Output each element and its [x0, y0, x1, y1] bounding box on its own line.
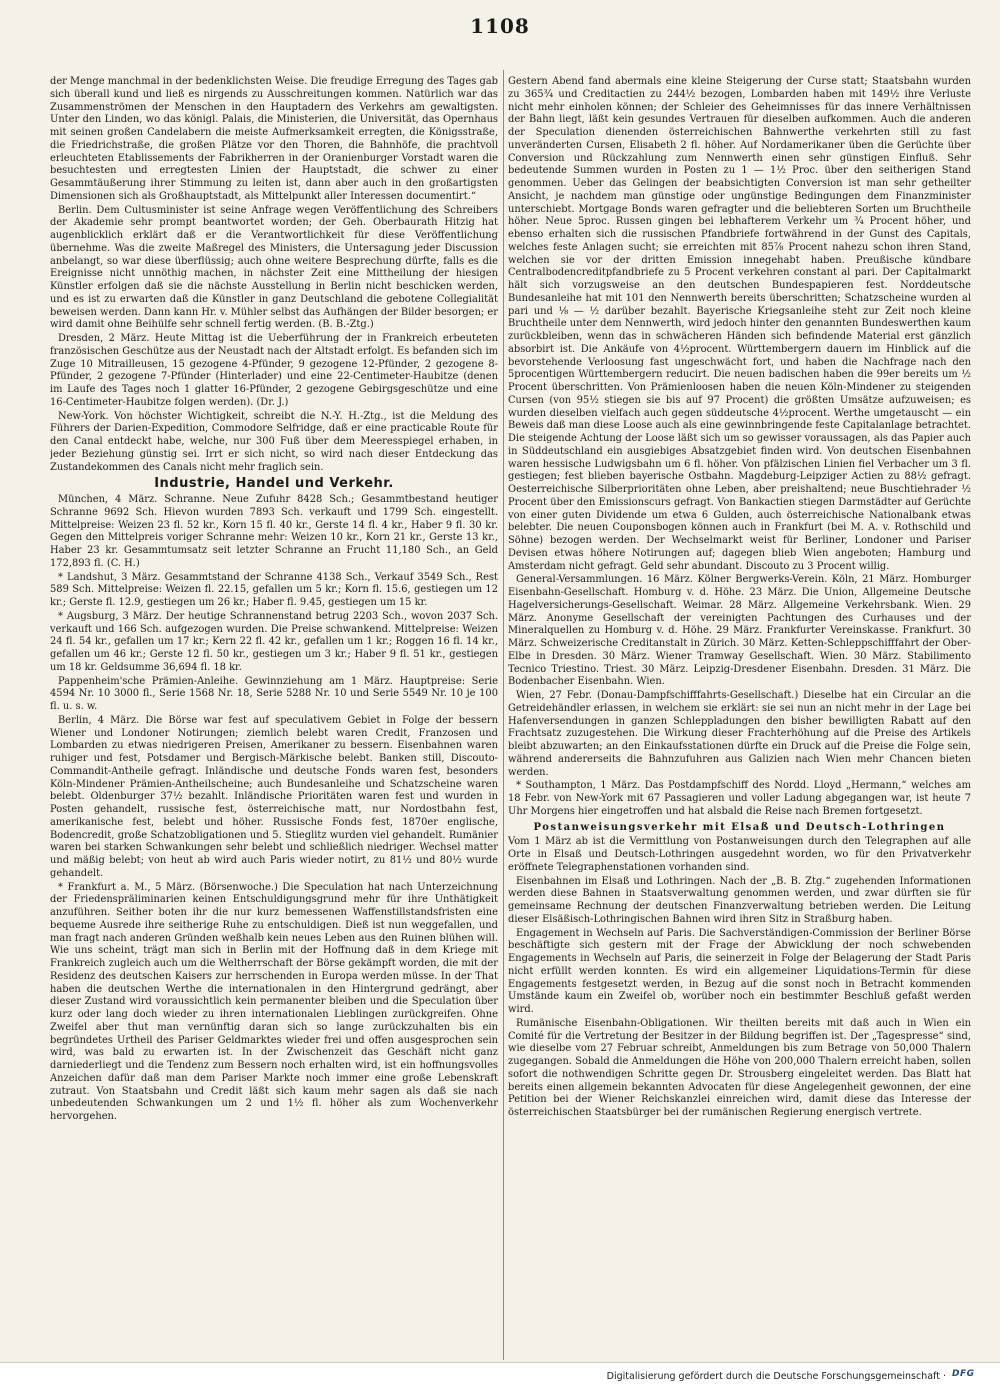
- subsection-heading: Postanweisungsverkehr mit Elsaß und Deutsch-Lothringen: [533, 821, 946, 833]
- article-paragraph: * Frankfurt a. M., 5 März. (Börsenwoche.) Die Speculation hat nach Unterzeichnung der Friedenspräliminarien keinen Entschuldigungsgrund mehr für ihre Unthätigkeit anzuführen. Seither boten ihr die nur kurz bemessenen Waffenstillstandsfristen eine bequeme Ausrede ihre seitherige Ruhe zu entschuldigen. Dieß ist nun weggefallen, und man fragt nach anderen Gründen weßhalb kein neues Leben aus den Ruinen blühen will. Wie uns scheint, trägt man sich in Berlin mit der Hoffnung daß in dem Kriege mit Frankreich zugleich auch um die Weltherrschaft der Börse gekämpft worden, die mit der Residenz des deutschen Kaisers zur herrschenden in Europa werden müsse. In der That haben die deutschen Werthe die internationalen in den Hintergrund gedrängt, aber dieser Zustand wird voraussichtlich kein permanenter bleiben und die Speculation über kurz oder lang doch wieder zu ihren internationalen Lieblingen zurückgreifen. Ohne Zweifel aber thut man vernünftig daran sich so lange zurückzuhalten bis ein begründetes Urtheil des Pariser Geldmarktes wieder frei und offen ausgesprochen sein wird, was bald zu erwarten ist. In der Zwischenzeit das Geschäft nicht ganz darniederliegt und die Tendenz zum Bessern noch erhalten wird, ist ein hoffnungsvolles Anzeichen dafür daß man dem Pariser Markte noch immer eine große Lebenskraft zutraut. Von Staatsbahn und Credit läßt sich kaum mehr sagen als daß sie nach unbedeutenden Schwankungen um 2 und 1½ fl. höher als zum Wochenverkehr hervorgehen.: [50, 881, 498, 1122]
- left-column: [50, 76, 498, 1356]
- article-paragraph: Vom 1 März ab ist die Vermittlung von Postanweisungen durch den Telegraphen auf alle Orte in Elsaß und Deutsch-Lothringen ausgedehnt worden, wo für den Privatverkehr eröffnete Telegraphenstationen vorhanden sind.: [508, 836, 971, 873]
- article-paragraph: Rumänische Eisenbahn-Obligationen. Wir theilten bereits mit daß auch in Wien ein Comité für die Vertretung der Besitzer in der Bildung begriffen ist. Der „Tagespresse“ sind, wie dieselbe vom 27 Februar schreibt, Anmeldungen bis zum Betrage von 50,000 Thalern zugegangen. Sobald die Anmeldungen die Höhe von 200,000 Thalern erreicht haben, sollen sofort die nothwendigen Schritte gegen Dr. Strousberg eingeleitet werden. Das Blatt hat bereits einen allgemein bekannten Advocaten für diese Angelegenheit gewonnen, der eine Petition bei der Wiener Reichskanzlei einreichen wird, damit diese das Interesse der österreichischen Staatsbürger bei der rumänischen Regierung energisch vertrete.: [508, 1017, 971, 1118]
- article-paragraph: General-Versammlungen. 16 März. Kölner Bergwerks-Verein. Köln, 21 März. Homburger Eisenbahn-Gesellschaft. Homburg v. d. Höhe. 23 März. Die Union, Allgemeine Deutsche Hagelversicherungs-Gesellschaft. Weimar. 28 März. Allgemeine Verkehrsbank. Wien. 29 März. Anonyme Gesellschaft der vereinigten Pachtungen des Curhauses und der Mineralquellen zu Homburg v. d. Höhe. 29 März. Frankfurter Vereinskasse. Frankfurt. 30 März. Schweizerische Creditanstalt in Zürich. 30 März. Ketten-Schleppschifffahrt der Ober-Elbe in Dresden. 30 März. Wiener Tramway Gesellschaft. Wien. 30 März. Stabilimento Tecnico Triestino. Triest. 30 März. Leipzig-Dresdener Eisenbahn. Dresden. 31 März. Die Bodenbacher Eisenbahn. Wien.: [508, 574, 971, 688]
- article-paragraph: Pappenheim'sche Prämien-Anleihe. Gewinnziehung am 1 März. Hauptpreise: Serie 4594 Nr. 10 3000 fl., Serie 1568 Nr. 18, Serie 5288 Nr. 10 und Serie 5549 Nr. 10 je 100 fl. u. s. w.: [50, 675, 498, 712]
- article-paragraph: Berlin. Dem Cultusminister ist seine Anfrage wegen Veröffentlichung des Schreibers der Akademie sehr prompt beantwortet worden; der Geh. Oberbaurath Hitzig hat augenblicklich erklärt daß er die Verantwortlichkeit für diese Veröffentlichung übernehme. Was die zweite Maßregel des Ministers, die Untersagung jeder Discussion anbelangt, so war diese überflüssig; auch ohne weitere Besprechung dürfte, falls es die Ereignisse nicht unnöthig machen, in nächster Zeit eine Mittheilung der hiesigen Künstler erfolgen daß sie die nächste Ausstellung in Berlin nicht beschicken werden, und es ist zu erwarten daß die Künstler in ganz Deutschland die gebotene Collegialität beweisen werden. Dann kann Hr. v. Mühler selbst das Aufhängen der Bilder besorgen; er wird damit ohne Beihülfe sehr schnell fertig werden. (B. B.-Ztg.): [50, 204, 498, 331]
- article-paragraph: * Augsburg, 3 März. Der heutige Schrannenstand betrug 2203 Sch., wovon 2037 Sch. verkauft und 166 Sch. aufgezogen wurden. Die Preise schwankend. Mittelpreise: Weizen 24 fl. 54 kr., gefallen um 17 kr.; Kern 22 fl. 42 kr., gefallen um 1 kr.; Roggen 16 fl. 14 kr., gefallen um 46 kr.; Gerste 12 fl. 50 kr., gestiegen um 3 kr.; Haber 9 fl. 51 kr., gestiegen um 18 kr. Geldsumme 36,694 fl. 18 kr.: [50, 610, 498, 673]
- column-divider: [503, 70, 504, 1360]
- article-paragraph: München, 4 März. Schranne. Neue Zufuhr 8428 Sch.; Gesammtbestand heutiger Schranne 9692 Sch. Hievon wurden 7893 Sch. verkauft und 1799 Sch. eingestellt. Mittelpreise: Weizen 23 fl. 52 kr., Korn 15 fl. 40 kr., Gerste 14 fl. 4 kr., Haber 9 fl. 30 kr. Gegen den Mittelpreis voriger Schranne mehr: Weizen 10 kr., Korn 21 kr., Gerste 13 kr., Haber 23 kr. Gesammtumsatz seit letzter Schranne an Frucht 11,180 Sch., an Geld 172,893 fl. (C. H.): [50, 494, 498, 569]
- article-paragraph: Berlin, 4 März. Die Börse war fest auf speculativem Gebiet in Folge der bessern Wiener und Londoner Notirungen; ziemlich belebt waren Credit, Franzosen und Lombarden zu etwas niedrigeren Preisen, Amerikaner zu bessern. Eisenbahnen waren ruhiger und fest, Potsdamer und Bergisch-Märkische belebt. Banken still, Discouto-Commandit-Antheile gefragt. Inländische und deutsche Fonds waren fest, besonders Köln-Mindener Prämien-Antheilscheine; auch Bundesanleihe und Schatzscheine waren belebt. Oldenburger 37½ bezahlt. Inländische Prioritäten waren fest und wurden in Posten gehandelt, russische fest, österreichische matt, nur Nordostbahn fest, amerikanische fest, belebt und höher. Russische Fonds fest, 1870er englische, Bodencredit, große Schatzobligationen und 5. Stieglitz wurden viel gehandelt. Rumänier waren bei starken Schwankungen sehr belebt und schließlich niedriger. Wechsel matter und mäßig belebt; von heut ab wird auch Paris wieder notirt, zu 81½ und 80½ wurde gehandelt.: [50, 714, 498, 879]
- article-paragraph: Gestern Abend fand abermals eine kleine Steigerung der Curse statt; Staatsbahn wurden zu 365¾ und Creditactien zu 244½ bezogen, Lombarden haben mit 149½ ihre Verluste nicht mehr einholen können; der Schleier des Geheimnisses für das innere Verhältnissen der Bahn liegt, läßt kein gesundes Vertrauen für dieselben aufkommen. Auch die anderen der Speculation dienenden österreichischen Bahnwerthe verkehrten still zu fast unveränderten Cursen, Elisabeth 2 fl. höher. Auf Nordamerikaner üben die Gerüchte über Conversion und Rückzahlung zum Nennwerth einen sehr günstigen Einfluß. Sehr bedeutende Summen wurden in Posten zu 1 — 1½ Proc. über den seitherigen Stand genommen. Ueber das Gelingen der beabsichtigten Conversion ist man sehr getheilter Ansicht, je nachdem man günstige oder ungünstige Bedingungen dem Finanzminister unterschiebt. Mortgage Bonds waren gefragter und die beliebteren Sorten um Bruchtheile höher. Neue 5proc. Russen gingen bei lebhafterem Verkehr um ¾ Procent höher, und ebenso erhalten sich die russischen Pfandbriefe fortwährend in der Gunst des Capitals, welches feste Anlagen sucht; sie erreichten mit 85⅞ Procent nahezu schon ihren Stand, welchen sie vor der dritten Emission innegehabt haben. Preußische kündbare Centralbodencreditpfandbriefe zu 5 Procent verkehren constant al pari. Der Capitalmarkt hält sich vorzugsweise an den deutschen Bundespapieren fest. Norddeutsche Bundesanleihe hat mit 101 den Nennwerth bereits überschritten; Schatzscheine wurden al pari und ⅛ — ½ darüber bezahlt. Bayerische Kriegsanleihe steht zur Zeit noch kleine Bruchtheile unter dem Nennwerth, wird jedoch hinter den genannten Bundeswerthen kaum zurückbleiben, wenn das in schwächeren Händen sich befindende Material erst gänzlich absorbirt ist. Die Ankäufe von 4½procent. Württembergern dauern im Hinblick auf die bevorstehende Verloosung fast ungeschwächt fort, und haben die Nachfrage nach den 5procentigen Württembergern reducirt. Die neuen badischen haben die 99er bereits um ½ Procent überschritten. Von Prämienloosen haben die neuen Köln-Mindener zu steigenden Cursen (von 95½ stiegen sie bis auf 97 Procent) die größten Umsätze aufzuweisen; es wurden dieselben vielfach auch gegen süddeutsche 4½procent. Werthe umgetauscht — ein Beweis daß man diese Loose auch als eine gewinnbringende feste Capitalanlage betrachtet. Die steigende Achtung der Loose läßt sich um so gewisser voraussagen, als das Papier auch in Süddeutschland ein ausgiebiges Absatzgebiet finden wird. Von deutschen Eisenbahnen waren hessische Ludwigsbahn um 6 fl. höher. Von pfälzischen Linien fiel Verbacher um 3 fl. gestiegen; fest blieben bayerische Ostbahn. Magdeburg-Leipziger Actien zu 88½ gefragt. Oesterreichische Silberprioritäten ohne Leben, aber preishaltend; neue Buschtiehrader ½ Procent über den Emissionscurs gefragt. Von Bankactien stiegen Darmstädter auf Gerüchte von einer guten Dividende um etwa 6 Gulden, auch österreichische Nationalbank etwas belebter. Die neuen Couponsbogen können auch in Frankfurt (bei M. A. v. Rothschild und Söhne) bezogen werden. Der Wechselmarkt weist für Berliner, Londoner und Pariser Devisen etwas höhere Notirungen auf; dagegen blieb Wien angeboten; Hamburg und Amsterdam nicht gefragt. Geld sehr abundant. Discouto zu 3 Procent willig.: [508, 76, 971, 572]
- article-paragraph: New-York. Von höchster Wichtigkeit, schreibt die N.-Y. H.-Ztg., ist die Meldung des Führers der Darien-Expedition, Commodore Selfridge, daß er eine practicable Route für den Canal entdeckt habe, welche, nur 300 Fuß über dem Meeresspiegel erhaben, in jeder Beziehung günstig sei. Irrt er sich nicht, so wird nach dieser Entdeckung das Zustandekommen des Canals nicht mehr fraglich sein.: [50, 410, 498, 473]
- page-number: 1108: [470, 14, 530, 38]
- article-paragraph: Eisenbahnen im Elsaß und Lothringen. Nach der „B. B. Ztg.“ zugehenden Informationen werden diese Bahnen in Staatsverwaltung genommen werden, und zwar dürften sie für gemeinsame Rechnung der deutschen Finanzverwaltung betrieben werden. Die Leitung dieser Elsäßisch-Lothringischen Bahnen wird ihren Sitz in Straßburg haben.: [508, 875, 971, 925]
- right-column: [508, 76, 971, 1356]
- article-paragraph: * Southampton, 1 März. Das Postdampfschiff des Nordd. Lloyd „Hermann,“ welches am 18 Febr. von New-York mit 67 Passagieren und voller Ladung abgegangen war, ist heute 7 Uhr Morgens hier eingetroffen und hat alsbald die Reise nach Bremen fortgesetzt.: [508, 780, 971, 817]
- footer-bar: [0, 1362, 1000, 1389]
- footer-funding-text: Digitalisierung gefördert durch die Deutsche Forschungsgemeinschaft ·: [606, 1371, 946, 1382]
- section-heading: Industrie, Handel und Verkehr.: [154, 476, 394, 492]
- article-paragraph: Engagement in Wechseln auf Paris. Die Sachverständigen-Commission der Berliner Börse beschäftigte sich gestern mit der Frage der Abwicklung der noch schwebenden Engagements in Wechseln auf Paris, die seinerzeit in Folge der Belagerung der Stadt Paris nicht erfüllt werden konnten. Es wird ein allgemeiner Liquidations-Termin für diese Engagements festgesetzt werden, in Bezug auf die sonst noch in Betracht kommenden Umstände kaum ein Zweifel ob, worüber noch ein bestimmter Beschluß gefaßt werden wird.: [508, 927, 971, 1015]
- article-paragraph: * Landshut, 3 März. Gesammtstand der Schranne 4138 Sch., Verkauf 3549 Sch., Rest 589 Sch. Mittelpreise: Weizen fl. 22.15, gefallen um 5 kr.; Korn fl. 15.6, gestiegen um 12 kr.; Gerste fl. 12.9, gestiegen um 26 kr.; Haber fl. 9.45, gestiegen um 15 kr.: [50, 571, 498, 608]
- article-paragraph: Wien, 27 Febr. (Donau-Dampfschifffahrts-Gesellschaft.) Dieselbe hat ein Circular an die Getreidehändler erlassen, in welchem sie erklärt: sie sei nun an nicht mehr in der Lage bei Hafenversendungen in ganzen Schleppladungen den bisher bewilligten Rabatt auf den Frachtsatz zuzugestehen. Die Wirkung dieser Frachterhöhung auf die Preise des Artikels bleibt abzuwarten; an den Einkaufsstationen dürfte ein Druck auf die Preise die Folge sein, während andererseits die Bahnzufuhren aus Galizien nach Wien mehr Chancen bieten werden.: [508, 690, 971, 778]
- article-paragraph: Dresden, 2 März. Heute Mittag ist die Ueberführung der in Frankreich erbeuteten französischen Geschütze aus der Neustadt nach der Altstadt erfolgt. Es befanden sich im Zuge 10 Mitrailleusen, 15 gezogene 4-Pfünder, 9 gezogene 12-Pfünder, 2 gezogene 8-Pfünder, 2 gezogene 7-Pfünder (Hinterlader) und eine 22-Centimeter-Haubitze (denen im Laufe des Tages noch 1 glatter 16-Pfünder, 2 gezogene Gebirgsgeschütze und eine 16-Centimeter-Haubitze folgen werden). (Dr. J.): [50, 333, 498, 408]
- dfg-logo[interactable]: DFG: [952, 1369, 975, 1379]
- article-paragraph: der Menge manchmal in der bedenklichsten Weise. Die freudige Erregung des Tages gab sich überall kund und ließ es nirgends zu Ausschreitungen kommen. Natürlich war das Zusammenströmen der Menschen in den Hauptadern des Verkehrs am gewaltigsten. Unter den Linden, wo das königl. Palais, die Ministerien, die Universität, das Opernhaus mit seinen großen Candelabern die meiste Aufmerksamkeit erregten, die Königsstraße, die Friedrichstraße, die großen Plätze vor den Thoren, die Bahnhöfe, die prachtvoll erleuchteten Etablissements der Fabrikherren in der Oranienburger Vorstadt waren die besuchtesten und erregtesten Linien der Hauptstadt, die schwer zu einer Gesammtäußerung ihrer Stimmung zu leiten ist, dann aber auch in den großartigsten Dimensionen sich als Großhauptstadt, als Mittelpunkt aller Interessen documentirt.“: [50, 76, 498, 202]
